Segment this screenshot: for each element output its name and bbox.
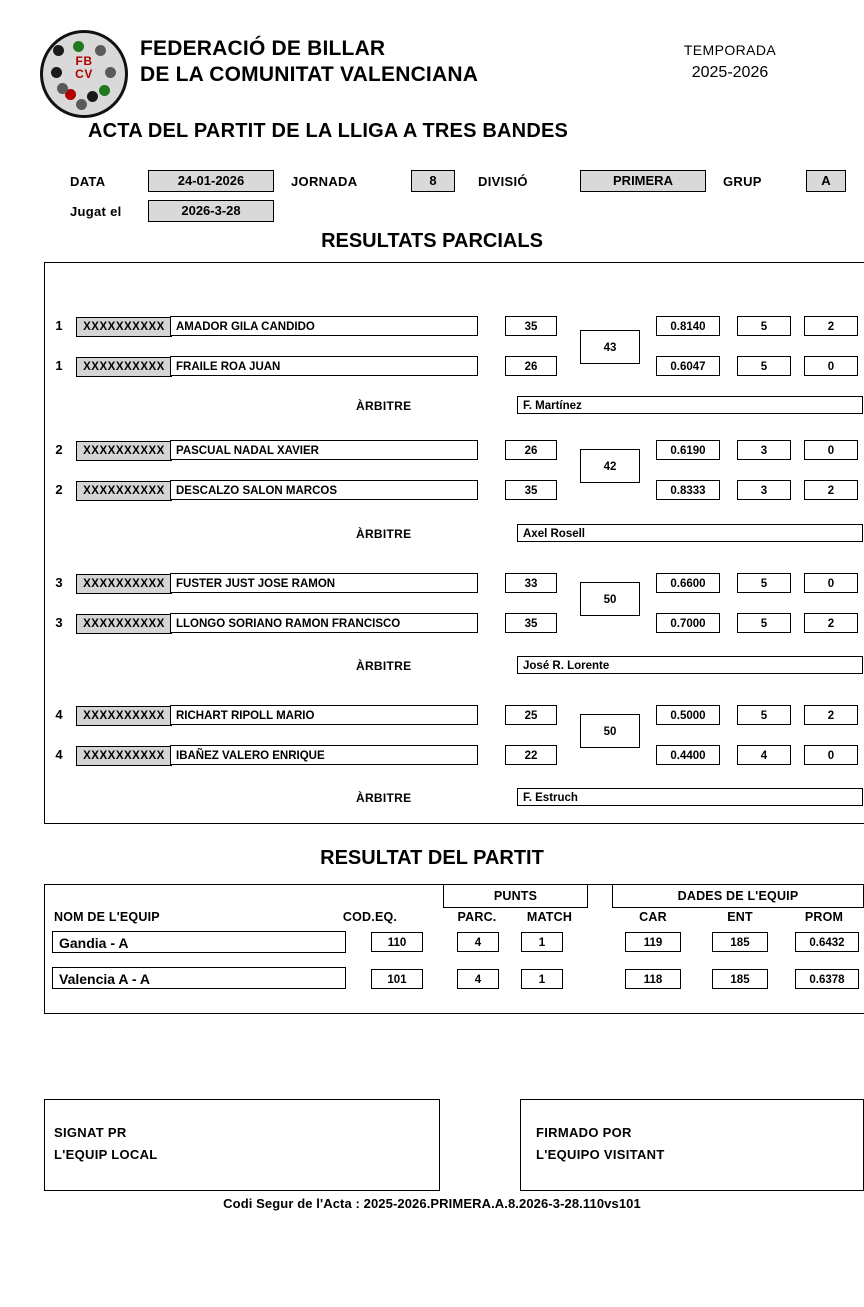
label-grup: GRUP <box>723 174 762 189</box>
row-sm[interactable]: 5 <box>737 356 791 376</box>
row-car[interactable]: 22 <box>505 745 557 765</box>
row-prom[interactable]: 0.7000 <box>656 613 720 633</box>
row-punts[interactable]: 0 <box>804 573 858 593</box>
row-prom[interactable]: 0.5000 <box>656 705 720 725</box>
team-codeq[interactable]: 110 <box>371 932 423 952</box>
field-grup[interactable]: A <box>806 170 846 192</box>
row-ord: 1 <box>55 358 63 373</box>
row-sm[interactable]: 3 <box>737 480 791 500</box>
team-name[interactable]: Gandia - A <box>52 931 346 953</box>
label-divisio: DIVISIÓ <box>478 174 528 189</box>
row-name[interactable]: FUSTER JUST JOSE RAMON <box>170 573 478 593</box>
row-punts[interactable]: 0 <box>804 356 858 376</box>
field-data[interactable]: 24-01-2026 <box>148 170 274 192</box>
row-name[interactable]: IBAÑEZ VALERO ENRIQUE <box>170 745 478 765</box>
signature-visitor-line1: FIRMADO POR <box>536 1125 632 1140</box>
team-codeq[interactable]: 101 <box>371 969 423 989</box>
row-sm[interactable]: 4 <box>737 745 791 765</box>
arbitre-field[interactable]: F. Martínez <box>517 396 863 414</box>
match-header-label: MATCH <box>526 910 573 924</box>
signature-local-label <box>54 1122 158 1166</box>
arbitre-label: ÀRBITRE <box>356 399 412 413</box>
federation-logo <box>40 30 128 118</box>
row-sm[interactable]: 5 <box>737 705 791 725</box>
secure-code: Codi Segur de l'Acta : 2025-2026.PRIMERA.A.8.2026-3-28.110vs101 <box>223 1196 641 1211</box>
partials-panel <box>44 262 864 824</box>
group-ent[interactable]: 50 <box>580 582 640 616</box>
row-name[interactable]: DESCALZO SALON MARCOS <box>170 480 478 500</box>
row-prom[interactable]: 0.6600 <box>656 573 720 593</box>
page-title: ACTA DEL PARTIT DE LA LLIGA A TRES BANDES <box>88 120 569 142</box>
season-label: TEMPORADA <box>683 42 777 58</box>
row-car[interactable]: 26 <box>505 356 557 376</box>
codeq-header-label: COD.EQ. <box>342 910 398 924</box>
row-punts[interactable]: 2 <box>804 480 858 500</box>
row-car[interactable]: 26 <box>505 440 557 460</box>
row-car[interactable]: 25 <box>505 705 557 725</box>
federation-title-line1: FEDERACIÓ DE BILLAR <box>140 37 386 60</box>
team-name[interactable]: Valencia A - A <box>52 967 346 989</box>
arbitre-field[interactable]: José R. Lorente <box>517 656 863 674</box>
arbitre-label: ÀRBITRE <box>356 527 412 541</box>
punts-header-label: PUNTS <box>493 889 538 903</box>
row-ord: 2 <box>55 482 63 497</box>
team-car[interactable]: 118 <box>625 969 681 989</box>
team-ent[interactable]: 185 <box>712 932 768 952</box>
row-prom[interactable]: 0.6190 <box>656 440 720 460</box>
label-jugat: Jugat el <box>70 204 122 219</box>
row-name[interactable]: PASCUAL NADAL XAVIER <box>170 440 478 460</box>
row-llicencia[interactable]: XXXXXXXXXX <box>76 614 172 634</box>
team-match[interactable]: 1 <box>521 969 563 989</box>
team-prom[interactable]: 0.6432 <box>795 932 859 952</box>
row-sm[interactable]: 5 <box>737 573 791 593</box>
federation-title-line2: DE LA COMUNITAT VALENCIANA <box>140 63 479 86</box>
row-llicencia[interactable]: XXXXXXXXXX <box>76 706 172 726</box>
row-car[interactable]: 35 <box>505 613 557 633</box>
team-header-label: NOM DE L'EQUIP <box>54 910 160 924</box>
team-ent[interactable]: 185 <box>712 969 768 989</box>
field-jornada[interactable]: 8 <box>411 170 455 192</box>
row-llicencia[interactable]: XXXXXXXXXX <box>76 317 172 337</box>
result-car-header-label: CAR <box>639 910 667 924</box>
team-prom[interactable]: 0.6378 <box>795 969 859 989</box>
row-prom[interactable]: 0.4400 <box>656 745 720 765</box>
row-punts[interactable]: 2 <box>804 316 858 336</box>
section-title-partials: RESULTATS PARCIALS <box>321 230 543 252</box>
row-llicencia[interactable]: XXXXXXXXXX <box>76 441 172 461</box>
row-ord: 1 <box>55 318 63 333</box>
logo-initials: FB CV <box>75 54 93 81</box>
row-punts[interactable]: 2 <box>804 705 858 725</box>
row-car[interactable]: 35 <box>505 480 557 500</box>
section-title-result: RESULTAT DEL PARTIT <box>320 847 544 869</box>
team-car[interactable]: 119 <box>625 932 681 952</box>
result-prom-header-label: PROM <box>804 910 844 924</box>
row-prom[interactable]: 0.6047 <box>656 356 720 376</box>
row-name[interactable]: RICHART RIPOLL MARIO <box>170 705 478 725</box>
federation-title <box>140 36 478 88</box>
row-ord: 4 <box>55 747 63 762</box>
signature-visitor-line2: L'EQUIPO VISITANT <box>536 1147 665 1162</box>
row-prom[interactable]: 0.8333 <box>656 480 720 500</box>
signature-local-line2: L'EQUIP LOCAL <box>54 1147 158 1162</box>
field-jugat[interactable]: 2026-3-28 <box>148 200 274 222</box>
group-ent[interactable]: 43 <box>580 330 640 364</box>
row-car[interactable]: 35 <box>505 316 557 336</box>
row-sm[interactable]: 5 <box>737 613 791 633</box>
dades-header-label: DADES DE L'EQUIP <box>677 889 799 903</box>
team-match[interactable]: 1 <box>521 932 563 952</box>
team-parc[interactable]: 4 <box>457 932 499 952</box>
label-jornada: JORNADA <box>291 174 358 189</box>
row-llicencia[interactable]: XXXXXXXXXX <box>76 481 172 501</box>
arbitre-field[interactable]: F. Estruch <box>517 788 863 806</box>
row-ord: 2 <box>55 442 63 457</box>
group-ent[interactable]: 50 <box>580 714 640 748</box>
row-llicencia[interactable]: XXXXXXXXXX <box>76 574 172 594</box>
row-car[interactable]: 33 <box>505 573 557 593</box>
row-llicencia[interactable]: XXXXXXXXXX <box>76 357 172 377</box>
row-name[interactable]: AMADOR GILA CANDIDO <box>170 316 478 336</box>
signature-local-line1: SIGNAT PR <box>54 1125 127 1140</box>
row-ord: 4 <box>55 707 63 722</box>
row-sm[interactable]: 3 <box>737 440 791 460</box>
group-ent[interactable]: 42 <box>580 449 640 483</box>
row-ord: 3 <box>55 575 63 590</box>
row-punts[interactable]: 0 <box>804 440 858 460</box>
row-prom[interactable]: 0.8140 <box>656 316 720 336</box>
label-data: DATA <box>70 174 106 189</box>
row-ord: 3 <box>55 615 63 630</box>
field-divisio[interactable]: PRIMERA <box>580 170 706 192</box>
season-value: 2025-2026 <box>691 64 769 81</box>
arbitre-field[interactable]: Axel Rosell <box>517 524 863 542</box>
team-parc[interactable]: 4 <box>457 969 499 989</box>
row-llicencia[interactable]: XXXXXXXXXX <box>76 746 172 766</box>
row-punts[interactable]: 2 <box>804 613 858 633</box>
row-name[interactable]: FRAILE ROA JUAN <box>170 356 478 376</box>
signature-visitor-label <box>536 1122 665 1166</box>
row-name[interactable]: LLONGO SORIANO RAMON FRANCISCO <box>170 613 478 633</box>
row-sm[interactable]: 5 <box>737 316 791 336</box>
arbitre-label: ÀRBITRE <box>356 791 412 805</box>
arbitre-label: ÀRBITRE <box>356 659 412 673</box>
result-ent-header-label: ENT <box>727 910 753 924</box>
parc-header-label: PARC. <box>457 910 497 924</box>
row-punts[interactable]: 0 <box>804 745 858 765</box>
